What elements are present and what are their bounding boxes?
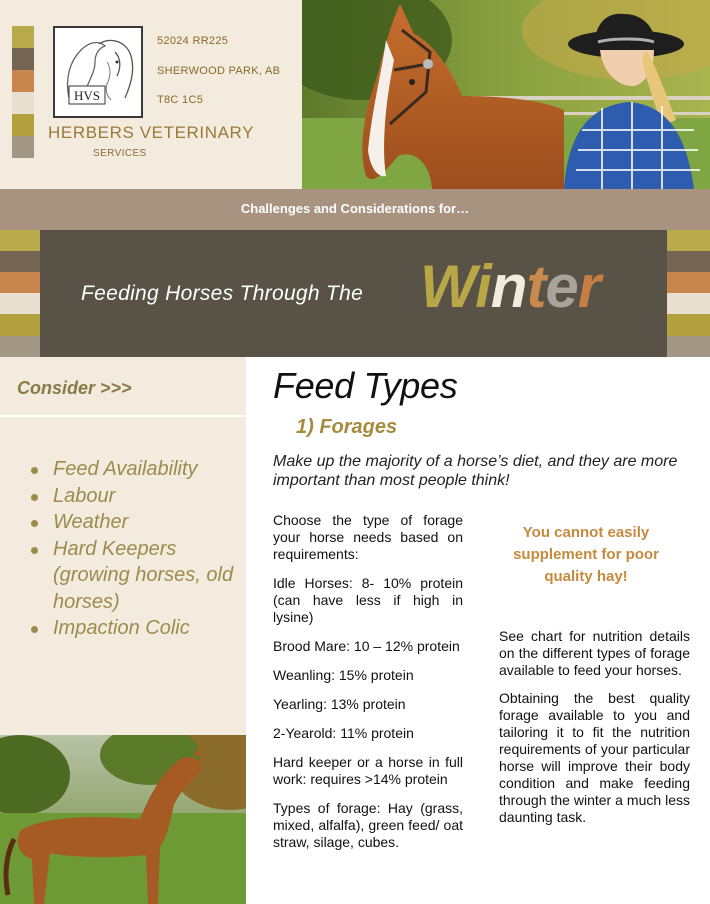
list-item-label: Impaction Colic <box>53 617 190 639</box>
lead-paragraph: Make up the majority of a horse’s diet, and they are more important than most people think! <box>273 453 678 489</box>
callout-text: You cannot easily supplement for poor quality hay! <box>513 524 659 585</box>
color-swatch <box>12 136 34 158</box>
banner-title <box>420 252 600 321</box>
color-swatch <box>12 26 34 48</box>
color-swatch <box>12 114 34 136</box>
horse-in-field-photo <box>0 735 246 904</box>
paragraph: Types of forage: Hay (grass, mixed, alfalfa), green feed/ oat straw, silage, cubes. <box>273 800 463 850</box>
hvs-logo <box>53 26 143 118</box>
paragraph: Choose the type of forage your horse needs based on requirements: <box>273 512 463 562</box>
letterhead <box>0 0 302 189</box>
color-swatch <box>12 48 34 70</box>
sidebar-heading: Consider >>> <box>17 378 132 398</box>
title-part: Wi <box>420 253 491 320</box>
paragraph: Idle Horses: 8- 10% protein (can have less if high in lysine) <box>273 575 463 625</box>
title-part: t <box>526 253 546 320</box>
paragraph: Weanling: 15% protein <box>273 667 414 683</box>
list-item <box>28 483 238 510</box>
address-line-2: SHERWOOD PARK, AB <box>157 65 281 77</box>
list-item <box>28 615 238 642</box>
color-swatch <box>12 92 34 114</box>
page-title: Feed Types <box>273 365 458 406</box>
title-part: n <box>490 253 527 320</box>
list-item-label: Labour <box>53 484 116 507</box>
list-item <box>28 536 238 616</box>
address-line-1: 52024 RR225 <box>157 35 229 47</box>
details-column <box>499 628 690 837</box>
bullet-icon <box>31 494 38 501</box>
color-swatch <box>12 70 34 92</box>
address-line-3: T8C 1C5 <box>157 94 204 106</box>
list-item-label: Feed Availability <box>53 458 198 480</box>
company-name: HERBERS VETERINARY <box>48 123 255 142</box>
title-part: e <box>545 253 578 320</box>
list-item <box>28 509 238 536</box>
intro-text: Challenges and Considerations for… <box>240 201 470 216</box>
bullet-icon <box>31 547 38 554</box>
banner-subtitle: Feeding Horses Through The <box>81 282 364 305</box>
consider-list <box>28 456 238 642</box>
paragraph: See chart for nutrition details on the different types of forage available to feed your horses. <box>499 628 690 678</box>
section-title: 1) Forages <box>296 416 398 438</box>
logo-text: HVS <box>73 88 101 103</box>
company-subtitle: SERVICES <box>93 148 147 159</box>
title-part: r <box>577 253 601 320</box>
sidebar-divider <box>0 415 246 417</box>
paragraph: Hard keeper or a horse in full work: requires >14% protein <box>273 754 463 787</box>
bullet-icon <box>31 467 38 474</box>
list-item <box>28 456 238 483</box>
paragraph: Yearling: 13% protein <box>273 696 406 712</box>
list-item-label: Weather <box>53 511 129 533</box>
paragraph: 2-Yearold: 11% protein <box>273 725 414 741</box>
requirements-column <box>273 512 463 863</box>
bullet-icon <box>31 626 38 633</box>
bullet-icon <box>31 520 38 527</box>
paragraph: Brood Mare: 10 – 12% protein <box>273 638 460 654</box>
horse-and-rider-photo <box>302 0 710 189</box>
stripe-decoration-right <box>667 230 710 357</box>
stripe-decoration-left <box>0 230 40 357</box>
list-item-label: Hard Keepers (growing horses, old horses) <box>53 537 234 613</box>
paragraph: Obtaining the best quality forage available to you and tailoring it to fit the nutrition requirements of your particular horse will improve their body condition and make feeding through the winter a much less daunting task. <box>499 690 690 825</box>
